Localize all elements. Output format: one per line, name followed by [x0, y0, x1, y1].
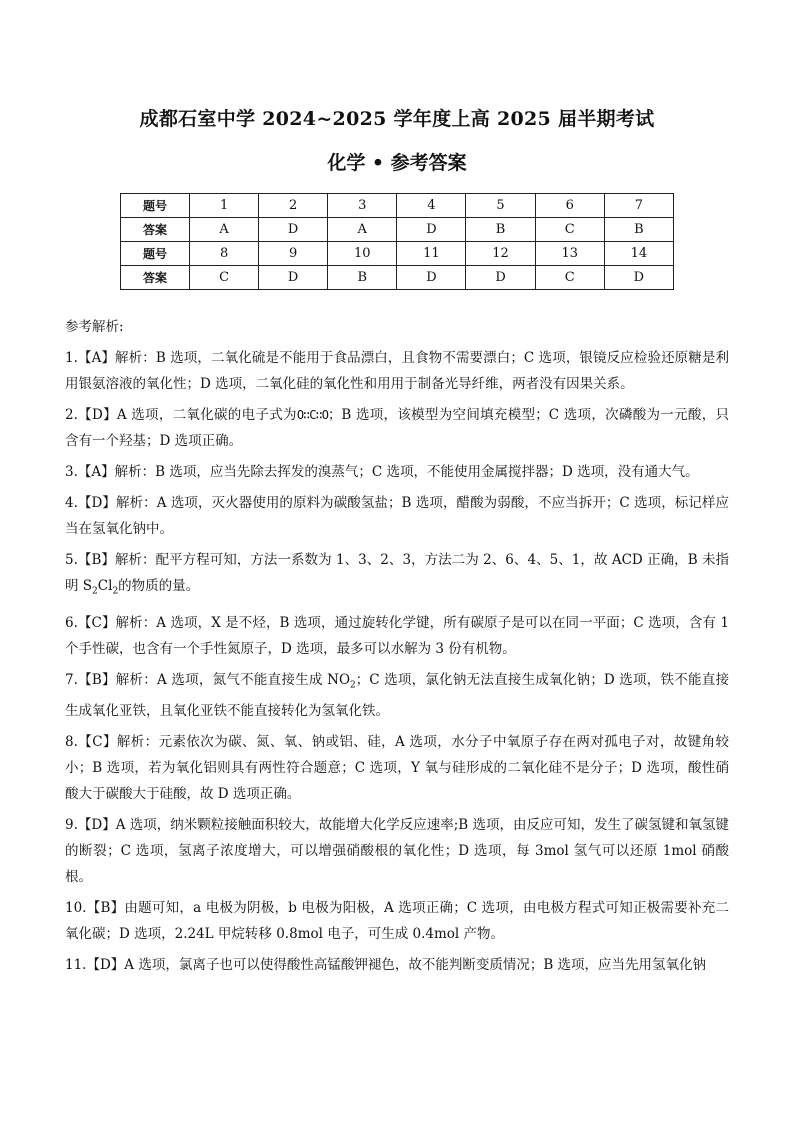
answer-cell: D [259, 218, 328, 242]
answer-cell: D [397, 266, 466, 290]
page-title: 成都石室中学 2024~2025 学年度上高 2025 届半期考试 [139, 108, 655, 130]
answer-table-row [121, 218, 674, 242]
electron-formula: O∷C∷O [296, 408, 328, 422]
answer-cell: A [328, 218, 397, 242]
analysis-item-6: 6.【C】解析：A 选项，X 是不烃，B 选项，通过旋转化学键，所有碳原子是可以在同一平面；C 选项，含有 1 个手性碳，也含有一个手性氮原子，D 选项，最多可以水解为 3 份有机物。 [65, 614, 729, 657]
analysis-item-2: 2.【D】A 选项，二氧化碳的电子式为O∷C∷O；B 选项，该模型为空间填充模型；C 选项，次磷酸为一元酸，只含有一个羟基；D 选项正确。 [65, 407, 729, 449]
answer-cell: 1 [190, 194, 259, 218]
answer-table-row [121, 194, 674, 218]
analysis-item-1: 1.【A】解析：B 选项，二氧化硫是不能用于食品漂白，且食物不需要漂白；C 选项，银镜反应检验还原糖是利用银氨溶液的氧化性；D 选项，二氧化硅的氧化性和用用于制备光导纤维，两者没有因果关系。 [65, 350, 729, 392]
analysis-item-7: 7.【B】解析：A 选项，氮气不能直接生成 $NO_2$；C 选项，氯化钠无法直接生成氧化钠；D 选项，铁不能直接生成氧化亚铁，且氧化亚铁不能直接转化为氢氧化铁。 [65, 671, 729, 720]
answer-cell: A [190, 218, 259, 242]
answer-cell: 10 [328, 242, 397, 266]
analysis-item-11: 11.【D】A 选项，氯离子也可以使得酸性高锰酸钾褪色，故不能判断变质情况；B 选项，应当先用氢氧化钠 [65, 957, 707, 974]
analysis-item-3: 3.【A】解析：B 选项，应当先除去挥发的溴蒸气；C 选项，不能使用金属搅拌器；D 选项，没有通大气。 [65, 464, 699, 480]
answer-cell: 14 [604, 242, 673, 266]
answer-cell: D [397, 218, 466, 242]
answer-cell: C [190, 266, 259, 290]
answer-cell: D [466, 266, 535, 290]
analysis-list [65, 345, 729, 983]
answer-cell: 7 [604, 194, 673, 218]
answer-cell: 9 [259, 242, 328, 266]
answer-cell: B [604, 218, 673, 242]
answer-cell: B [328, 266, 397, 290]
answer-cell: 5 [466, 194, 535, 218]
answer-cell: 3 [328, 194, 397, 218]
answer-cell: 2 [259, 194, 328, 218]
answer-cell: 12 [466, 242, 535, 266]
answer-table [120, 193, 674, 290]
row-header-cell: 答案 [121, 218, 190, 242]
answer-table-row [121, 266, 674, 290]
answer-cell: C [535, 218, 604, 242]
analysis-label: 参考解析: [65, 319, 124, 335]
answer-cell: 8 [190, 242, 259, 266]
answer-cell: D [604, 266, 673, 290]
answer-cell: C [535, 266, 604, 290]
answer-cell: 11 [397, 242, 466, 266]
analysis-item-5: 5.【B】解析：配平方程可知，方法一系数为 1、3、2、3，方法二为 2、6、4、5、1，故 ACD 正确，B 未指明 $S_2Cl_2$的物质的量。 [65, 552, 729, 597]
answer-cell: B [466, 218, 535, 242]
row-header-cell: 题号 [121, 194, 190, 218]
analysis-item-10: 10.【B】由题可知，a 电极为阴极，b 电极为阳极，A 选项正确；C 选项，由电极方程式可知正极需要补充二氧化碳；D 选项，2.24L 甲烷转移 0.8mol 电子，可生成 0.4mol 产物。 [65, 900, 729, 943]
row-header-cell: 答案 [121, 266, 190, 290]
page-subtitle: 化学 • 参考答案 [327, 152, 467, 174]
answer-cell: D [259, 266, 328, 290]
analysis-item-9: 9.【D】A 选项，纳米颗粒接触面积较大，故能增大化学反应速率;B 选项，由反应可知，发生了碳氢键和氧氢键的断裂；C 选项，氢离子浓度增大，可以增强硝酸根的氧化性；D 选项，每 3mol 氢气可以还原 1mol 硝酸根。 [65, 817, 730, 886]
analysis-item-8: 8.【C】解析：元素依次为碳、氮、氧、钠或铝、硅，A 选项，水分子中氧原子存在两对孤电子对，故键角较小；B 选项，若为氧化铝则具有两性符合题意；C 选项，Y 氧与硅形成的二氧化硅不是分子；D 选项，酸性硝酸大于碳酸大于硅酸，故 D 选项正确。 [65, 734, 729, 803]
answer-cell: 4 [397, 194, 466, 218]
analysis-item-4: 4.【D】解析：A 选项，灭火器使用的原料为碳酸氢盐；B 选项，醋酸为弱酸，不应当拆开；C 选项，标记样应当在氢氧化钠中。 [65, 495, 729, 537]
row-header-cell: 题号 [121, 242, 190, 266]
answer-table-row [121, 242, 674, 266]
answer-cell: 6 [535, 194, 604, 218]
answer-cell: 13 [535, 242, 604, 266]
